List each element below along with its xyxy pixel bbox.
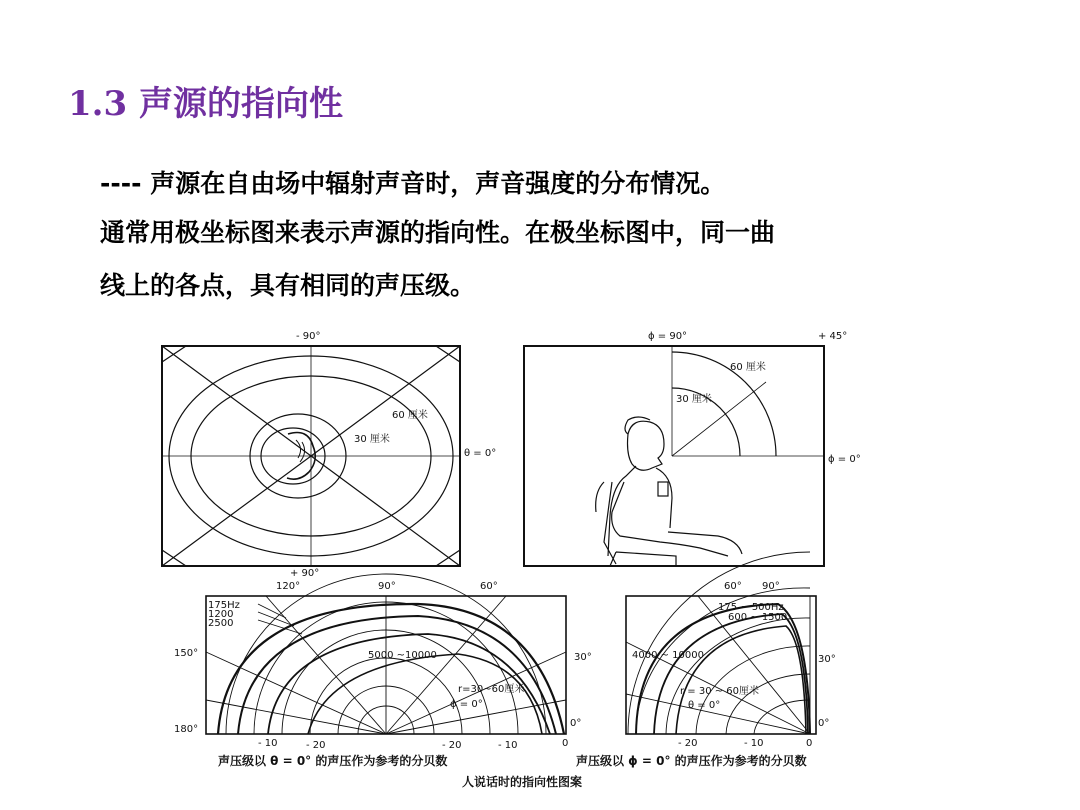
panel-side-view bbox=[524, 346, 824, 566]
br-x-ticks bbox=[678, 738, 812, 749]
panel-top-view bbox=[162, 346, 460, 566]
label-tr-30cm: 30 厘米 bbox=[676, 394, 712, 405]
bl-caption: 声压级以 θ = 0° 的声压作为参考的分贝数 bbox=[218, 754, 448, 768]
label-br-60: 60° bbox=[724, 581, 742, 592]
label-bl-0: 0° bbox=[570, 718, 582, 729]
label-plus-90: + 90° bbox=[290, 568, 320, 579]
label-bl-90: 90° bbox=[378, 581, 396, 592]
label-bl-175hz: 175Hz bbox=[208, 600, 240, 611]
label-bl-r: r=30~60厘米 bbox=[458, 684, 525, 695]
br-x-tick-3: 0 bbox=[806, 738, 813, 749]
panel-vertical-polar bbox=[626, 552, 816, 734]
label-bl-30: 30° bbox=[574, 652, 592, 663]
br-x-tick-2: - 10 bbox=[744, 738, 764, 749]
label-br-0: 0° bbox=[818, 718, 830, 729]
label-tr-60cm: 60 厘米 bbox=[730, 362, 766, 373]
label-minus-90: - 90° bbox=[296, 331, 321, 342]
body-line-2: 通常用极坐标图来表示声源的指向性。在极坐标图中，同一曲 bbox=[100, 218, 776, 247]
label-tl-30cm: 30 厘米 bbox=[354, 434, 390, 445]
label-br-band: 4000 ~ 10000 bbox=[632, 650, 704, 661]
label-bl-band: 5000 ~10000 bbox=[368, 650, 437, 661]
label-bl-120: 120° bbox=[276, 581, 301, 592]
label-br-30: 30° bbox=[818, 654, 836, 665]
label-br-f2: 600 ~ 1500 bbox=[728, 612, 788, 623]
br-x-tick-1: - 20 bbox=[678, 738, 698, 749]
label-bl-150: 150° bbox=[174, 648, 199, 659]
label-br-f1: 175 ~ 500Hz bbox=[718, 602, 784, 613]
label-phi-90: ϕ = 90° bbox=[648, 331, 688, 342]
br-caption: 声压级以 ϕ = 0° 的声压作为参考的分贝数 bbox=[576, 754, 807, 768]
bl-x-tick-2: - 20 bbox=[306, 740, 326, 751]
label-plus-45: + 45° bbox=[818, 331, 848, 342]
label-br-90: 90° bbox=[762, 581, 780, 592]
figure-caption: 人说话时的指向性图案 bbox=[462, 775, 583, 789]
bl-x-tick-1: - 10 bbox=[258, 738, 278, 749]
label-bl-1200: 1200 bbox=[208, 609, 234, 620]
bl-x-ticks bbox=[258, 738, 568, 751]
slide-title: 1.3 声源的指向性 bbox=[68, 84, 343, 124]
directivity-figure bbox=[158, 322, 903, 797]
label-bl-180: 180° bbox=[174, 724, 199, 735]
label-br-r: r = 30 ~ 60厘米 bbox=[680, 686, 760, 697]
bl-x-tick-5: 0 bbox=[562, 738, 569, 749]
body-line-1: ---- 声源在自由场中辐射声音时，声音强度的分布情况。 bbox=[100, 169, 726, 198]
body-line-3: 线上的各点，具有相同的声压级。 bbox=[100, 271, 476, 300]
bl-x-tick-4: - 10 bbox=[498, 740, 518, 751]
label-bl-60: 60° bbox=[480, 581, 498, 592]
bl-x-tick-3: - 20 bbox=[442, 740, 462, 751]
label-theta-0: θ = 0° bbox=[464, 448, 497, 459]
label-br-theta: θ = 0° bbox=[688, 700, 721, 711]
label-tl-60cm: 60 厘米 bbox=[392, 410, 428, 421]
label-phi-0: ϕ = 0° bbox=[828, 454, 861, 465]
label-bl-2500: 2500 bbox=[208, 618, 234, 629]
label-bl-phi: ϕ = 0° bbox=[450, 699, 483, 710]
